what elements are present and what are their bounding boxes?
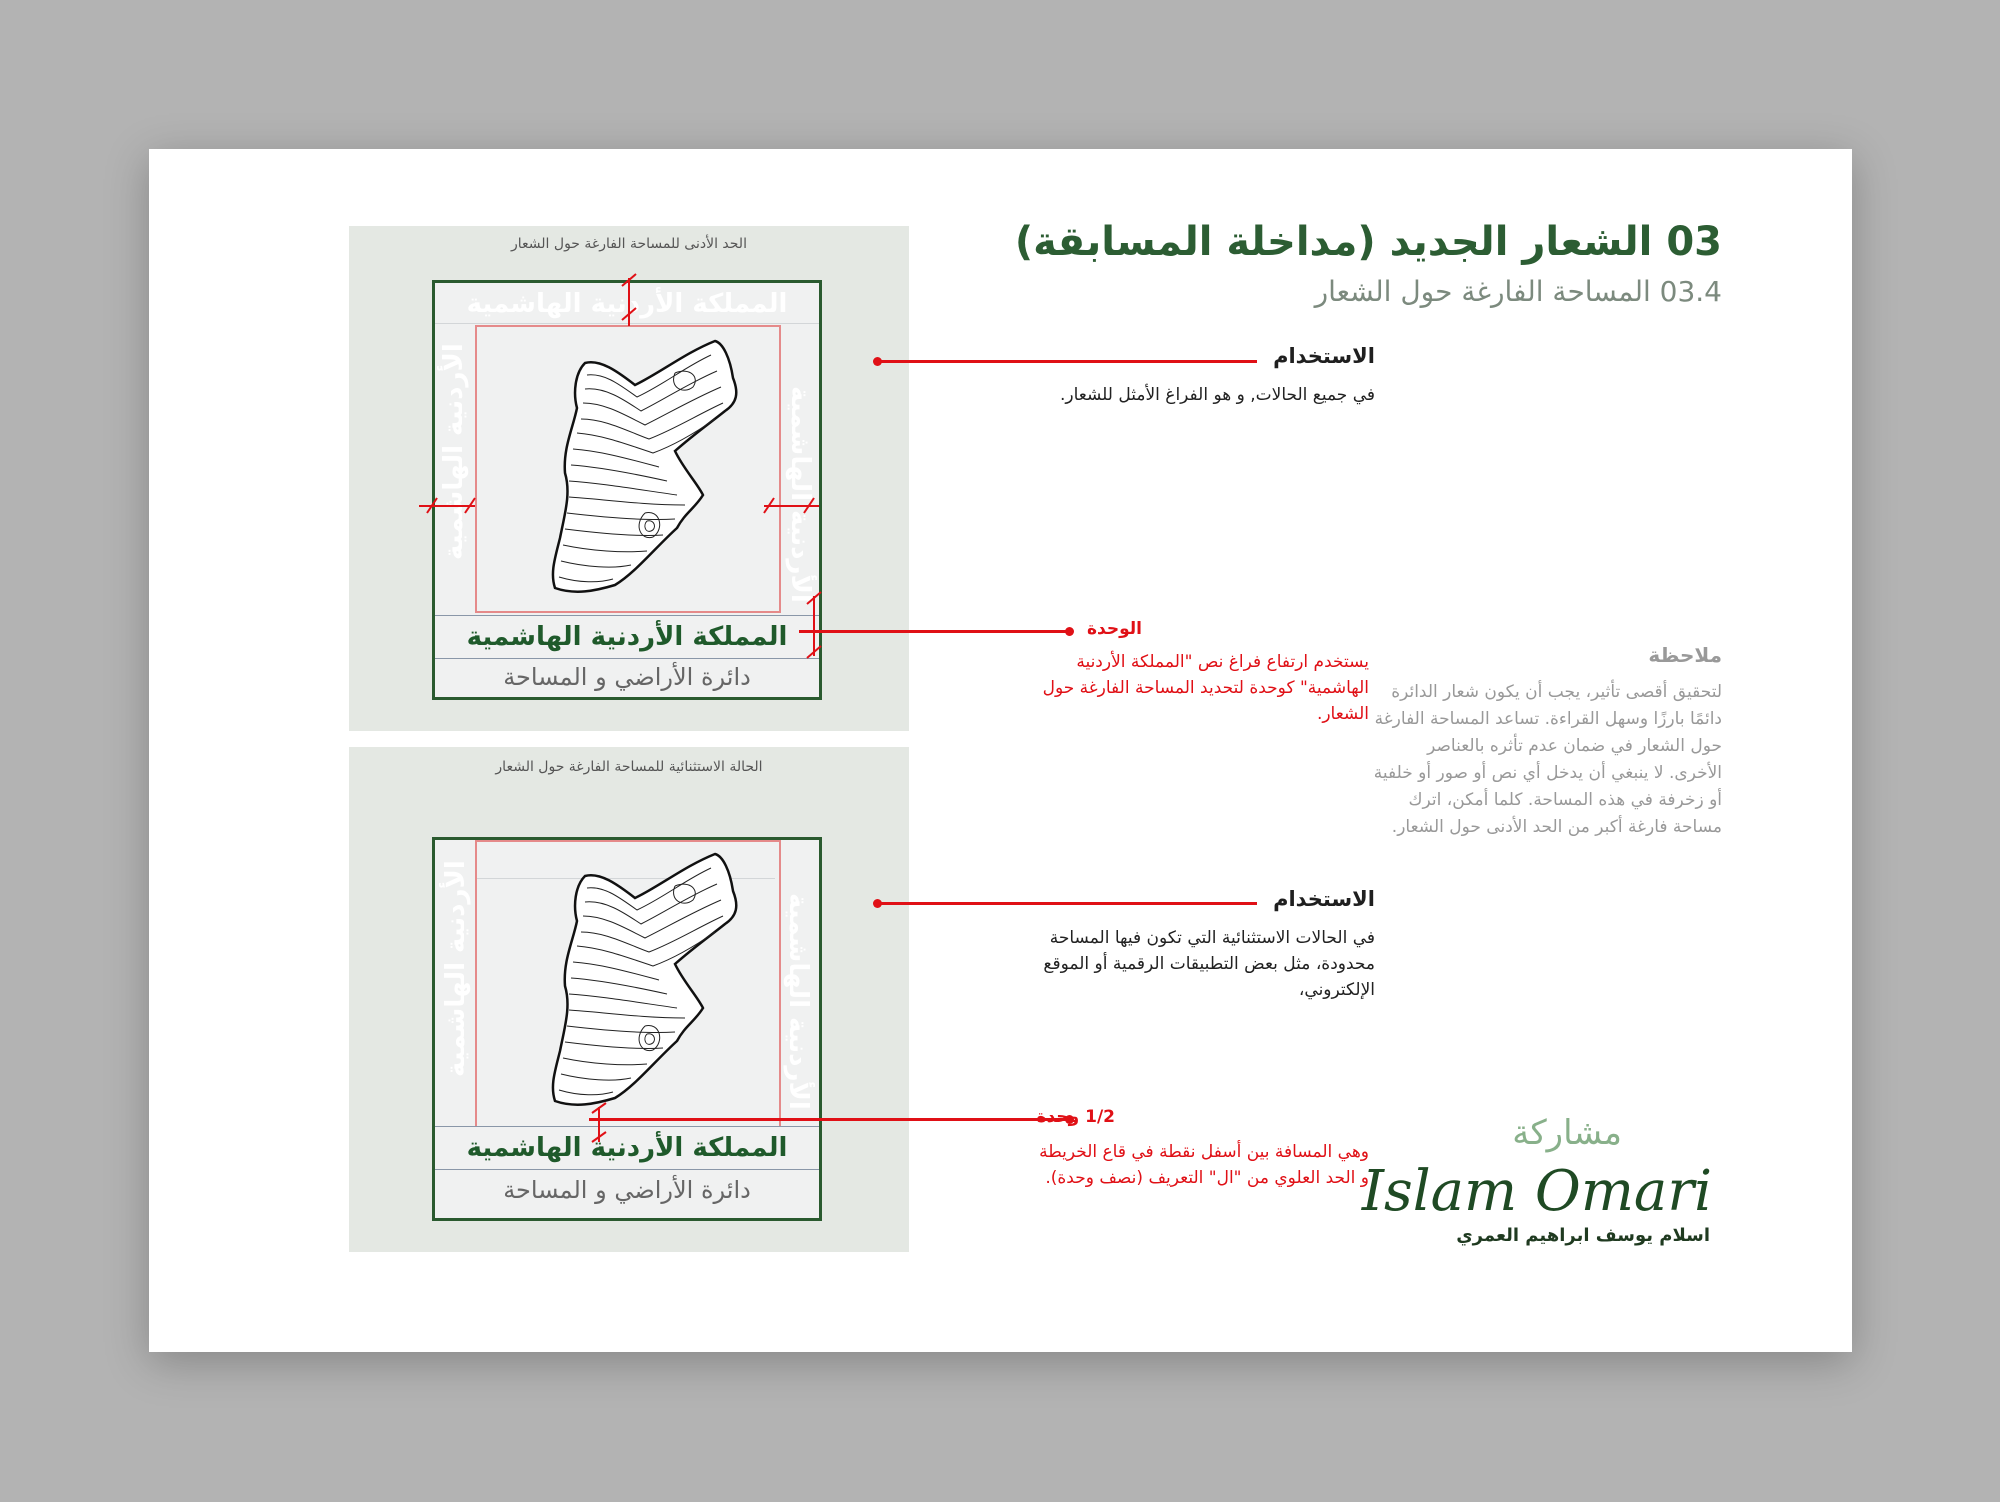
note-text: لتحقيق أقصى تأثير، يجب أن يكون شعار الدائرة دائمًا بارزًا وسهل القراءة. تساعد المساحة الفارغة حول الشعار في ضمان عدم تأثره بالعناصر الأخرى. لا ينبغي أن يدخل أي نص أو صور أو خلفية أو زخرفة في هذه المساحة. كلما أمكن، اترك مساحة فارغة أكبر من الحد الأدنى حول الشعار. bbox=[1373, 682, 1722, 837]
leader-dot bbox=[873, 899, 882, 908]
leader-dot bbox=[873, 357, 882, 366]
kingdom-name-text: المملكة الأردنية الهاشمية bbox=[435, 615, 819, 659]
ghost-side-text-left: الأردنية الهاشمية bbox=[439, 343, 469, 560]
page-title: 03 الشعار الجديد (مداخلة المسابقة) bbox=[1014, 219, 1722, 265]
half-unit-heading: 1/2 وحدة bbox=[1036, 1107, 1115, 1127]
panel-exceptional-clearspace bbox=[349, 747, 909, 1252]
ghost-kingdom-text: المملكة الأردنية الهاشمية bbox=[466, 289, 788, 319]
jordan-map-icon bbox=[525, 846, 755, 1116]
signature: Islam Omari bbox=[1361, 1159, 1712, 1224]
ghost-side-text-right: الأردنية الهاشمية bbox=[785, 386, 815, 603]
ghost-side-text-right: الأردنية الهاشمية bbox=[783, 893, 813, 1110]
ghost-side-text-left: الأردنية الهاشمية bbox=[441, 860, 471, 1077]
panel-caption: الحد الأدنى للمساحة الفارغة حول الشعار bbox=[511, 236, 747, 252]
participant-label: مشاركة bbox=[1512, 1113, 1622, 1153]
participant-full-name: اسلام يوسف ابراهيم العمري bbox=[1456, 1225, 1710, 1246]
kingdom-name-text: المملكة الأردنية الهاشمية bbox=[435, 1126, 819, 1170]
measurement-ticks bbox=[419, 266, 839, 706]
half-unit-tick bbox=[569, 1097, 629, 1157]
usage-heading: الاستخدام bbox=[1273, 887, 1375, 911]
unit-heading: الوحدة bbox=[1087, 619, 1142, 639]
department-name-text: دائرة الأراضي و المساحة bbox=[503, 1176, 751, 1204]
note-title: ملاحظة bbox=[1648, 643, 1722, 667]
logo-frame bbox=[432, 837, 822, 1221]
half-unit-text: وهي المسافة بين أسفل نقطة في قاع الخريطة و الحد العلوي من "ال" التعريف (نصف وحدة). bbox=[1039, 1142, 1369, 1188]
panel-caption: الحالة الاستثنائية للمساحة الفارغة حول الشعار bbox=[495, 759, 763, 775]
usage-text: في الحالات الاستثنائية التي تكون فيها المساحة محدودة، مثل بعض التطبيقات الرقمية أو الموقع الإلكتروني، bbox=[1043, 928, 1375, 1000]
page-subtitle: 03.4 المساحة الفارغة حول الشعار bbox=[1314, 275, 1722, 308]
panel-minimum-clearspace bbox=[349, 226, 909, 731]
department-name-text: دائرة الأراضي و المساحة bbox=[503, 663, 751, 691]
unit-text: يستخدم ارتفاع فراغ نص "المملكة الأردنية الهاشمية" كوحدة لتحديد المساحة الفارغة حول الشعار. bbox=[1042, 652, 1369, 724]
usage-heading: الاستخدام bbox=[1273, 344, 1375, 368]
usage-text: في جميع الحالات, و هو الفراغ الأمثل للشعار. bbox=[1060, 385, 1375, 405]
presentation-sheet bbox=[149, 149, 1852, 1352]
leader-line bbox=[589, 1118, 1071, 1121]
